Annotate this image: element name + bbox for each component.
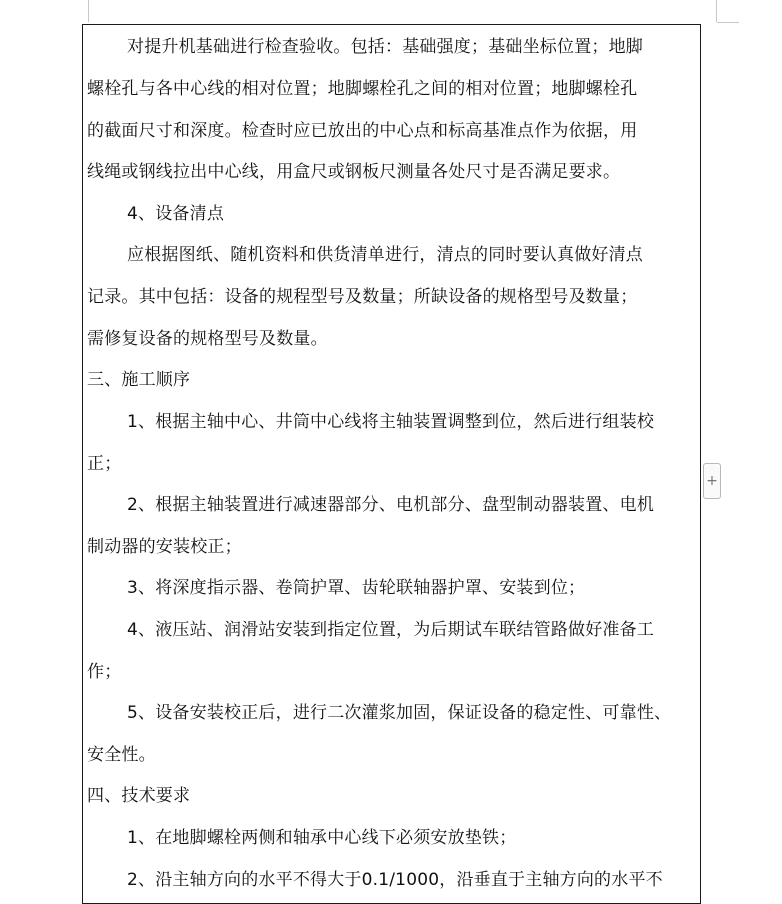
table-cell[interactable]: [82, 24, 701, 904]
paragraph-line: 制动器的安装校正；: [87, 537, 242, 557]
paragraph-line: 对提升机基础进行检查验收。包括：基础强度；基础坐标位置；地脚: [127, 37, 643, 57]
paragraph-line: 的截面尺寸和深度。检查时应已放出的中心点和标高基准点作为依据，用: [87, 121, 638, 141]
paragraph-line: 正；: [87, 454, 122, 474]
paragraph-line: 作；: [87, 662, 122, 682]
paragraph-line: 2、沿主轴方向的水平不得大于0.1/1000，沿垂直于主轴方向的水平不: [127, 870, 663, 890]
paragraph-line: 应根据图纸、随机资料和供货清单进行，清点的同时要认真做好清点: [127, 245, 643, 265]
paragraph-line: 安全性。: [87, 745, 156, 765]
paragraph-line: 3、将深度指示器、卷筒护罩、齿轮联轴器护罩、安装到位；: [127, 578, 586, 598]
paragraph-line: 线绳或钢线拉出中心线，用盒尺或钢板尺测量各处尺寸是否满足要求。: [87, 162, 621, 182]
page-corner-mark: [716, 0, 717, 22]
section-heading: 4、设备清点: [127, 204, 225, 224]
paragraph-line: 1、根据主轴中心、井筒中心线将主轴装置调整到位，然后进行组装校: [127, 412, 655, 432]
paragraph-line: 1、在地脚螺栓两侧和轴承中心线下必须安放垫铁；: [127, 828, 517, 848]
section-heading: 四、技术要求: [87, 786, 191, 806]
plus-icon: +: [706, 473, 718, 489]
page-corner-mark: [717, 22, 739, 23]
section-heading: 三、施工顺序: [87, 370, 191, 390]
paragraph-line: 记录。其中包括：设备的规程型号及数量；所缺设备的规格型号及数量；: [87, 287, 638, 307]
paragraph-line: 螺栓孔与各中心线的相对位置；地脚螺栓孔之间的相对位置；地脚螺栓孔: [87, 79, 638, 99]
paragraph-line: 4、液压站、润滑站安装到指定位置，为后期试车联结管路做好准备工: [127, 620, 655, 640]
paragraph-line: 5、设备安装校正后，进行二次灌浆加固，保证设备的稳定性、可靠性、: [127, 703, 672, 723]
add-row-button[interactable]: [703, 463, 721, 499]
paragraph-line: 2、根据主轴装置进行减速器部分、电机部分、盘型制动器装置、电机: [127, 495, 655, 515]
paragraph-line: 需修复设备的规格型号及数量。: [87, 329, 328, 349]
page-corner-mark: [88, 0, 89, 22]
